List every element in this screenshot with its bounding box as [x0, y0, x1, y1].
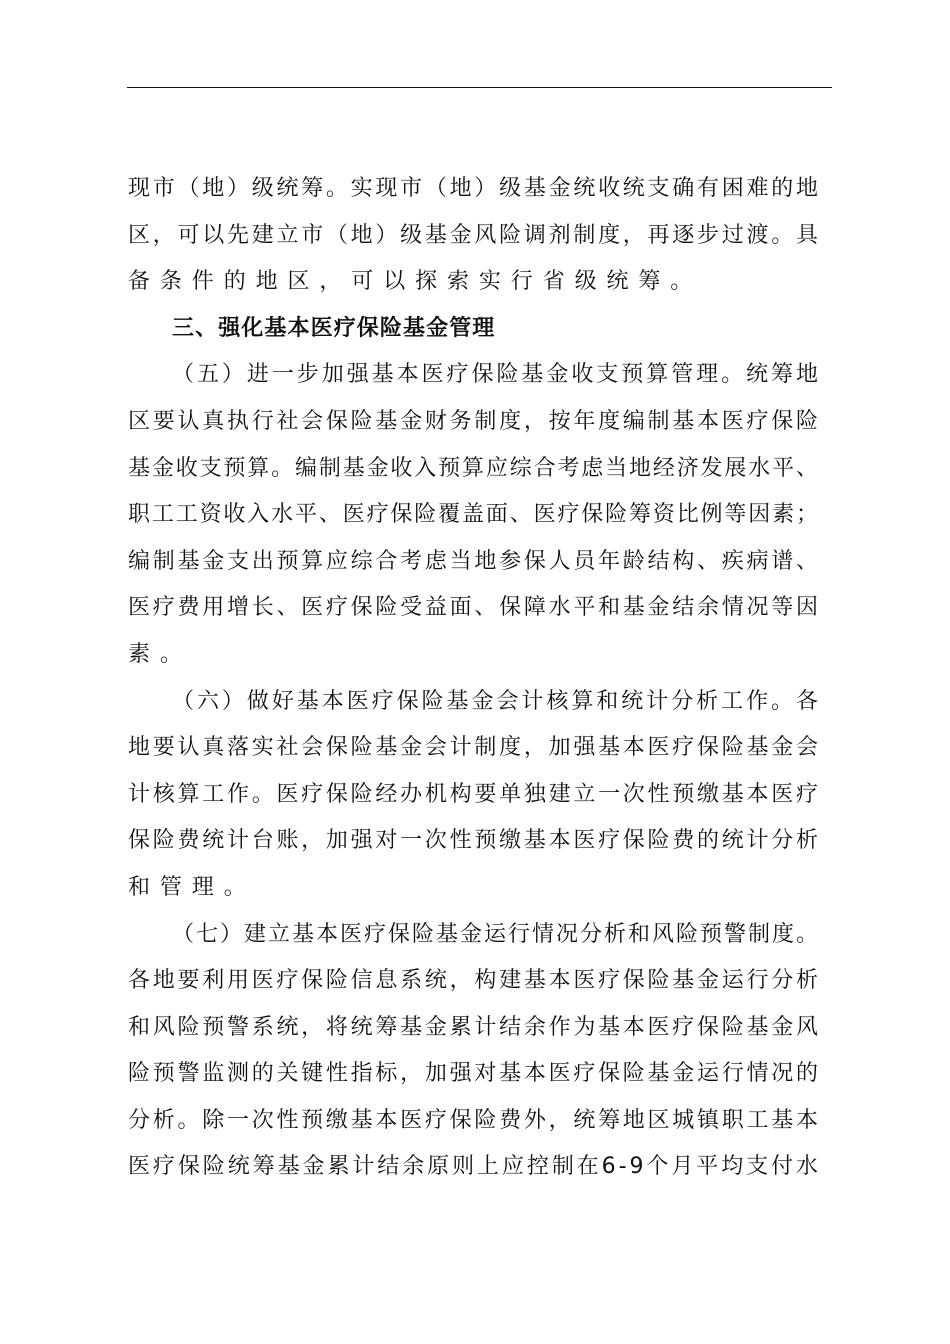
text-line: 医疗保险统筹基金累计结余原则上应控制在6-9个月平均支付水 — [128, 1154, 821, 1180]
text-line: 备条件的地区，可以探索实行省级统筹。 — [128, 269, 703, 295]
text-line: （五）进一步加强基本医疗保险基金收支预算管理。统筹地 — [172, 362, 821, 388]
text-line: 险预警监测的关键性指标，加强对基本医疗保险基金运行情况的 — [128, 1061, 821, 1087]
text-line: 区要认真执行社会保险基金财务制度，按年度编制基本医疗保险 — [128, 408, 821, 434]
text-line: 保险费统计台账，加强对一次性预缴基本医疗保险费的统计分析 — [128, 828, 821, 854]
document-body — [128, 166, 828, 1191]
text-line: 地要认真落实社会保险基金会计制度，加强基本医疗保险基金会 — [128, 735, 821, 761]
text-line: 计核算工作。医疗保险经办机构要单独建立一次性预缴基本医疗 — [128, 781, 821, 807]
text-line: 和风险预警系统，将统筹基金累计结余作为基本医疗保险基金风 — [128, 1014, 821, 1040]
text-line: 素。 — [128, 641, 192, 667]
text-line: 和管理。 — [128, 874, 256, 900]
text-line: 基金收支预算。编制基金收入预算应综合考虑当地经济发展水平、 — [128, 455, 820, 481]
section-heading: 三、强化基本医疗保险基金管理 — [172, 315, 496, 341]
text-line: 各地要利用医疗保险信息系统，构建基本医疗保险基金运行分析 — [128, 968, 821, 994]
text-line: 区，可以先建立市（地）级基金风险调剂制度，再逐步过渡。具 — [128, 222, 821, 248]
text-line: 医疗费用增长、医疗保险受益面、保障水平和基金结余情况等因 — [128, 595, 821, 621]
header-rule — [127, 87, 832, 88]
text-line: 编制基金支出预算应综合考虑当地参保人员年龄结构、疾病谱、 — [128, 548, 821, 574]
text-line: （六）做好基本医疗保险基金会计核算和统计分析工作。各 — [172, 688, 821, 714]
text-line: （七）建立基本医疗保险基金运行情况分析和风险预警制度。 — [172, 921, 820, 947]
text-line: 现市（地）级统筹。实现市（地）级基金统收统支确有困难的地 — [128, 176, 821, 201]
text-line: 分析。除一次性预缴基本医疗保险费外，统筹地区城镇职工基本 — [128, 1107, 821, 1133]
text-line: 职工工资收入水平、医疗保险覆盖面、医疗保险筹资比例等因素； — [128, 502, 820, 528]
